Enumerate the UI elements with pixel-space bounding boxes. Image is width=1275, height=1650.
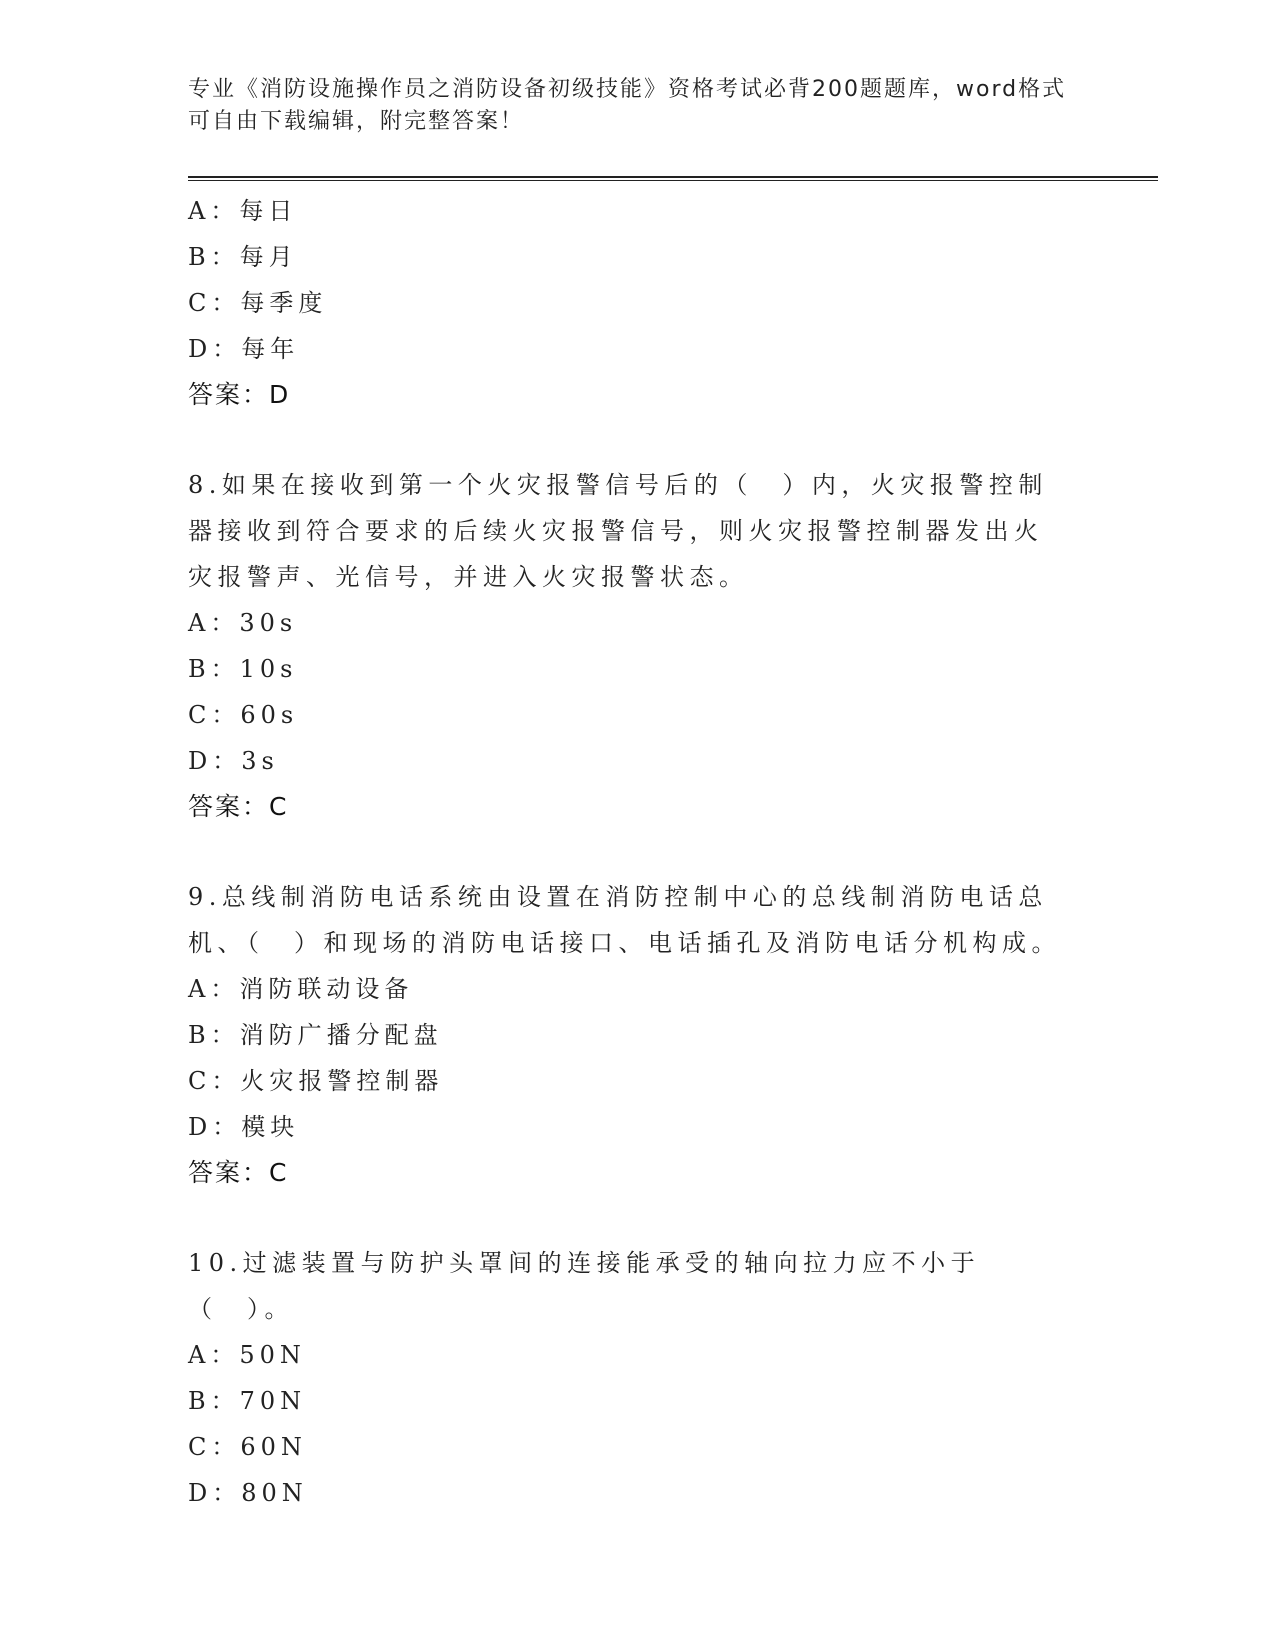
q9-option-b: B：消防广播分配盘 xyxy=(188,1021,443,1049)
q10-question-text: 10.过滤装置与防护头罩间的连接能承受的轴向拉力应不小于（ ）。 xyxy=(188,1249,981,1323)
q9-answer: 答案：C xyxy=(188,1158,289,1187)
question-10-block xyxy=(188,1240,1068,1516)
q10-option-d: D：80N xyxy=(188,1479,308,1507)
question-list xyxy=(188,188,1068,1516)
q8-option-a: A：30s xyxy=(188,609,298,637)
q10-option-a: A：50N xyxy=(188,1341,306,1369)
document-header: 专业《消防设施操作员之消防设备初级技能》资格考试必背200题题库，word格式可自由下载编辑，附完整答案！ xyxy=(188,77,1067,134)
question-7-block xyxy=(188,188,1068,418)
q7-option-c: C：每季度 xyxy=(188,289,328,317)
q7-option-b: B：每月 xyxy=(188,243,298,271)
q7-option-d: D：每年 xyxy=(188,335,300,363)
question-9-block xyxy=(188,874,1068,1196)
question-8-block xyxy=(188,462,1068,830)
q8-answer: 答案：C xyxy=(188,792,289,821)
q8-question-text: 8.如果在接收到第一个火灾报警信号后的（ ）内，火灾报警控制器接收到符合要求的后续火灾报警信号，则火灾报警控制器发出火灾报警声、光信号，并进入火灾报警状态。 xyxy=(188,471,1048,591)
q10-option-b: B：70N xyxy=(188,1387,307,1415)
q8-option-b: B：10s xyxy=(188,655,298,683)
q9-option-c: C：火灾报警控制器 xyxy=(188,1067,444,1095)
q7-answer: 答案：D xyxy=(188,380,291,409)
q9-option-a: A：消防联动设备 xyxy=(188,975,414,1003)
q10-option-c: C：60N xyxy=(188,1433,307,1461)
header-divider xyxy=(188,176,1158,181)
q8-option-c: C：60s xyxy=(188,701,299,729)
q8-option-d: D：3s xyxy=(188,747,279,775)
q9-option-d: D：模块 xyxy=(188,1113,300,1141)
q7-option-a: A：每日 xyxy=(188,197,298,225)
q9-question-text: 9.总线制消防电话系统由设置在消防控制中心的总线制消防电话总机、（ ）和现场的消防电话接口、电话插孔及消防电话分机构成。 xyxy=(188,883,1061,957)
